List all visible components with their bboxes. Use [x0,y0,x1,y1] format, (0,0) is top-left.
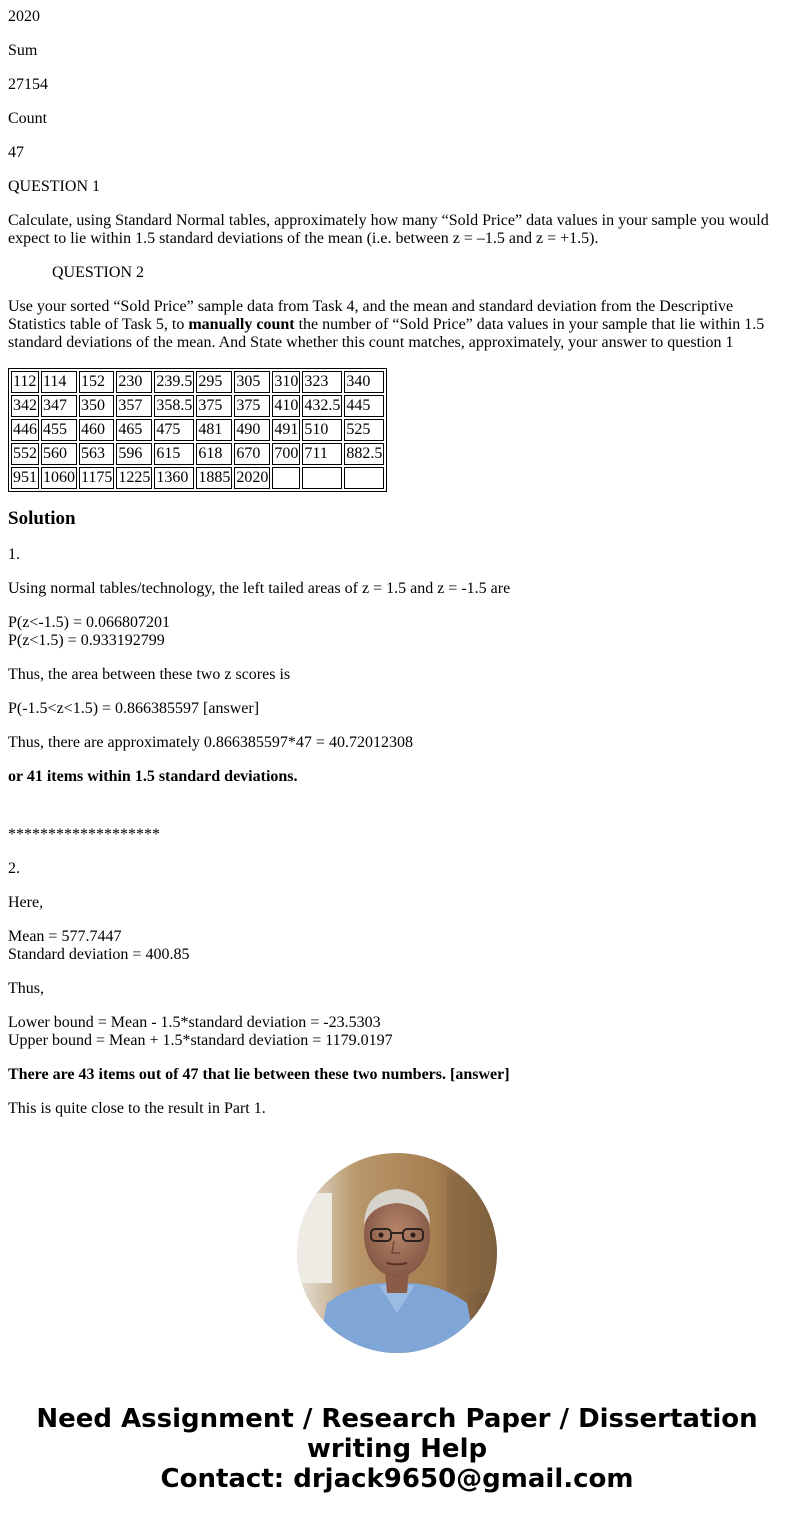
table-cell: 350 [79,395,114,417]
question-2-text-after: the number of “Sold Price” data values in your sample that lie within 1.5 standard deviations of the mean. And State whether this count matches, approximately, your answer to question 1 [8,316,765,351]
p-upper: P(z<1.5) = 0.933192799 [8,632,165,649]
part-1-conclusion [8,768,786,786]
promo-line-2: writing Help [306,1434,488,1464]
table-cell: 1885 [196,467,232,489]
promo-banner [0,1404,794,1494]
table-cell: 432.5 [302,395,342,417]
table-cell: 552 [11,443,39,465]
question-1-title: QUESTION 1 [8,178,100,195]
table-cell [272,467,300,489]
table-row [11,395,384,417]
question-2-text-bold: manually count [188,316,295,333]
table-cell: 239.5 [154,371,194,393]
p-lower: P(z<-1.5) = 0.066807201 [8,614,171,631]
table-cell: 2020 [234,467,270,489]
count-value: 47 [8,144,24,161]
part-2-bounds [8,1014,786,1050]
table-cell: 1360 [154,467,194,489]
table-cell: 481 [196,419,232,441]
table-cell: 357 [116,395,152,417]
sold-price-table [8,368,387,492]
table-cell: 563 [79,443,114,465]
part-1-thus-area: Thus, the area between these two z scores is [8,666,291,683]
table-cell: 230 [116,371,152,393]
part-1-probabilities [8,614,786,650]
table-cell: 951 [11,467,39,489]
mean-value: Mean = 577.7447 [8,928,122,945]
table-cell: 490 [234,419,270,441]
table-row [11,419,384,441]
promo-line-1: Need Assignment / Research Paper / Dissertation [36,1404,758,1434]
table-cell: 305 [234,371,270,393]
table-cell: 114 [41,371,77,393]
part-2-thus: Thus, [8,980,44,997]
part-2-number: 2. [8,860,20,877]
table-cell: 323 [302,371,342,393]
table-row [11,443,384,465]
sd-value: Standard deviation = 400.85 [8,946,190,963]
part-2-closing: This is quite close to the result in Part 1. [8,1100,266,1117]
table-cell: 445 [344,395,384,417]
part-2-stats [8,928,786,964]
table-cell: 700 [272,443,300,465]
table-cell: 560 [41,443,77,465]
part-2-here: Here, [8,894,44,911]
part-1-number: 1. [8,546,20,563]
table-cell: 295 [196,371,232,393]
table-cell: 375 [196,395,232,417]
table-cell: 340 [344,371,384,393]
table-cell: 618 [196,443,232,465]
table-row [11,467,384,489]
table-cell: 465 [116,419,152,441]
table-cell: 1225 [116,467,152,489]
year-value: 2020 [8,8,40,25]
table-cell: 460 [79,419,114,441]
part-1-approx: Thus, there are approximately 0.866385597*47 = 40.72012308 [8,734,413,751]
lower-bound: Lower bound = Mean - 1.5*standard deviation = -23.5303 [8,1014,381,1031]
table-cell: 670 [234,443,270,465]
table-cell: 358.5 [154,395,194,417]
part-1-intro: Using normal tables/technology, the left tailed areas of z = 1.5 and z = -1.5 are [8,580,511,597]
table-cell: 510 [302,419,342,441]
part-2-answer [8,1066,786,1084]
table-row [11,371,384,393]
count-label: Count [8,110,48,127]
author-portrait-image [297,1153,497,1353]
table-cell: 1060 [41,467,77,489]
table-cell: 375 [234,395,270,417]
table-cell [344,467,384,489]
table-cell: 1175 [79,467,114,489]
table-cell: 410 [272,395,300,417]
table-cell: 446 [11,419,39,441]
question-2-title: QUESTION 2 [52,264,144,281]
table-cell: 342 [11,395,39,417]
separator: ******************* [8,826,160,843]
upper-bound: Upper bound = Mean + 1.5*standard deviation = 1179.0197 [8,1032,393,1049]
table-cell: 310 [272,371,300,393]
table-cell: 475 [154,419,194,441]
table-cell: 525 [344,419,384,441]
part-1-conclusion-text: or 41 items within 1.5 standard deviations. [8,768,298,785]
table-cell: 491 [272,419,300,441]
table-cell [302,467,342,489]
table-cell: 347 [41,395,77,417]
table-cell: 615 [154,443,194,465]
table-cell: 112 [11,371,39,393]
table-cell: 152 [79,371,114,393]
promo-contact: Contact: drjack9650@gmail.com [160,1464,634,1494]
question-1-text: Calculate, using Standard Normal tables, approximately how many “Sold Price” data values in your sample you would expect to lie within 1.5 standard deviations of the mean (i.e. between z = –1.5 and z = +1.5). [8,212,769,247]
question-2-text-before: Use your sorted “Sold Price” sample data from Task 4, and the mean and standard deviation from the Descriptive Statistics table of Task 5, to [8,298,734,333]
sum-label: Sum [8,42,38,59]
author-photo [297,1153,497,1353]
table-cell: 882.5 [344,443,384,465]
part-2-answer-text: There are 43 items out of 47 that lie between these two numbers. [answer] [8,1066,510,1083]
question-2-text [8,298,786,352]
solution-heading: Solution [8,508,76,529]
table-cell: 711 [302,443,342,465]
sum-value: 27154 [8,76,48,93]
part-1-p-between: P(-1.5<z<1.5) = 0.866385597 [answer] [8,700,260,717]
table-cell: 596 [116,443,152,465]
table-cell: 455 [41,419,77,441]
